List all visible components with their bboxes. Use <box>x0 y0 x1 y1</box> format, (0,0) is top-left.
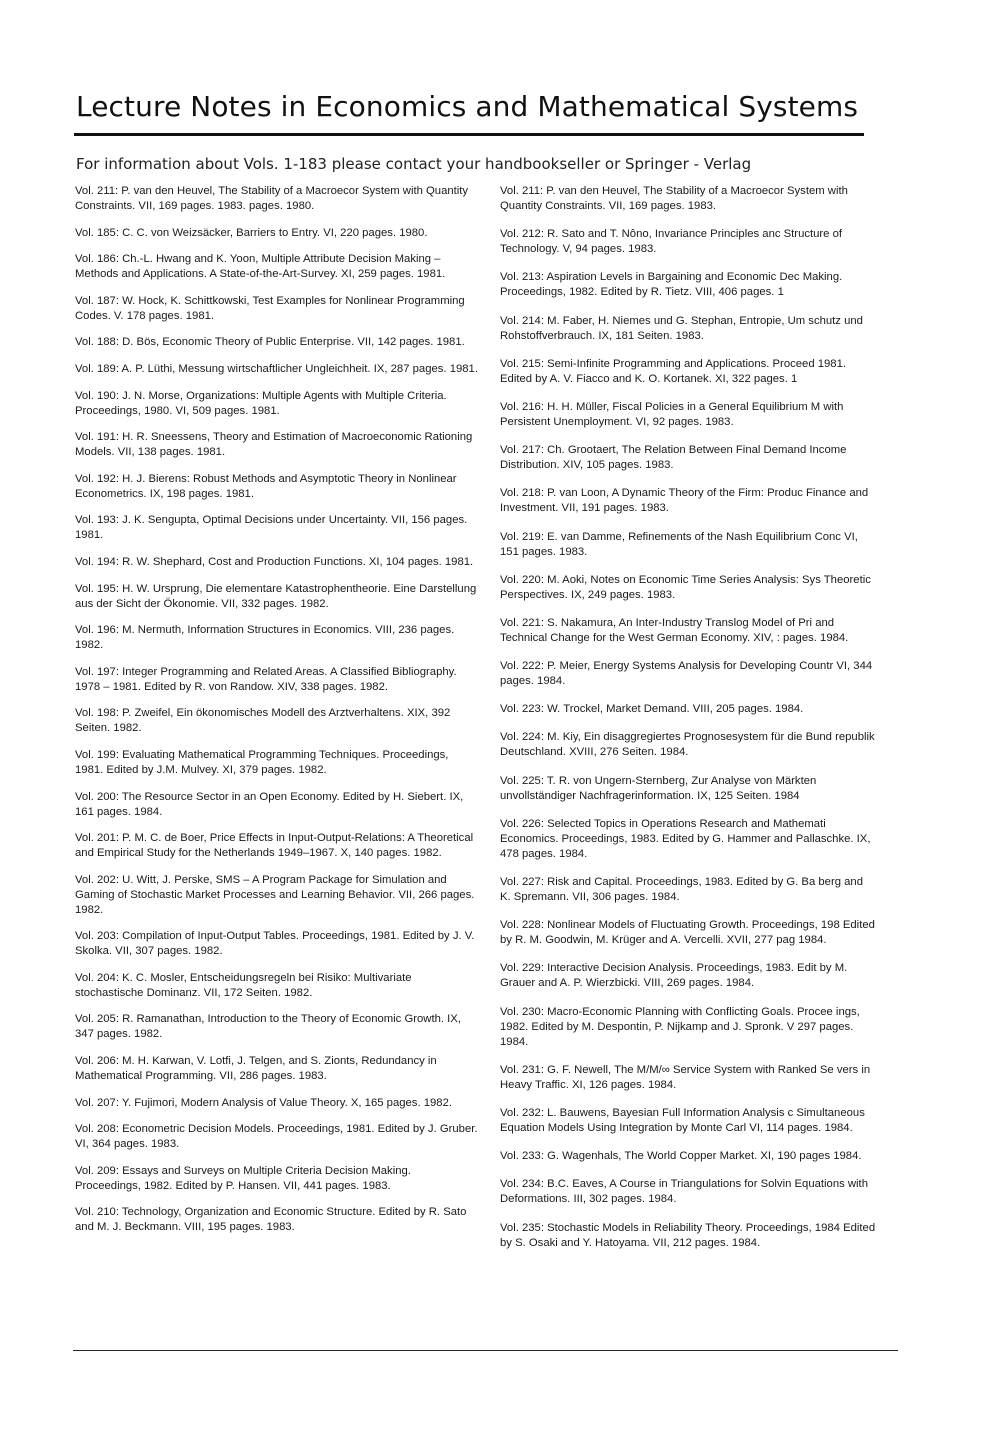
list-item: Vol. 207: Y. Fujimori, Modern Analysis of Value Theory. X, 165 pages. 1982. <box>75 1096 452 1109</box>
list-item: Vol. 230: Macro-Economic Planning with Conflicting Goals. Procee ings, 1982. Edited by M. Despontin, P. Nijkamp and J. Spronk. V 297 pages. 1984. <box>500 1005 860 1048</box>
list-item: Vol. 233: G. Wagenhals, The World Copper Market. XI, 190 pages 1984. <box>500 1150 862 1163</box>
page-subtitle: For information about Vols. 1-183 please contact your handbookseller or Springer - Verlag <box>76 155 752 173</box>
list-item: Vol. 221: S. Nakamura, An Inter-Industry Translog Model of Pri and Technical Change for the West German Economy. XIV, : pages. 1984. <box>500 616 849 644</box>
list-item: Vol. 204: K. C. Mosler, Entscheidungsregeln bei Risiko: Multivariate stochastische Dominanz. VII, 172 Seiten. 1982. <box>75 971 412 999</box>
list-item: Vol. 189: A. P. Lüthi, Messung wirtschaftlicher Ungleichheit. IX, 287 pages. 1981. <box>75 362 478 375</box>
list-item: Vol. 186: Ch.-L. Hwang and K. Yoon, Multiple Attribute Decision Making – Methods and Applications. A State-of-the-Art-Survey. XI, 259 pages. 1981. <box>75 253 446 281</box>
list-item: Vol. 209: Essays and Surveys on Multiple Criteria Decision Making. Proceedings, 1982. Edited by P. Hansen. VII, 441 pages. 1983. <box>75 1164 411 1192</box>
list-item: Vol. 205: R. Ramanathan, Introduction to the Theory of Economic Growth. IX, 347 pages. 1982. <box>75 1013 461 1041</box>
list-item: Vol. 211: P. van den Heuvel, The Stability of a Macroecor System with Quantity Constraints. VII, 169 pages. 1983. pages. 1980. <box>75 185 469 212</box>
list-item: Vol. 188: D. Bös, Economic Theory of Public Enterprise. VII, 142 pages. 1981. <box>75 336 465 349</box>
list-item: Vol. 208: Econometric Decision Models. Proceedings, 1981. Edited by J. Gruber. VI, 364 pages. 1983. <box>75 1123 478 1151</box>
list-item: Vol. 192: H. J. Bierens: Robust Methods and Asymptotic Theory in Nonlinear Econometrics. IX, 198 pages. 1981. <box>75 472 457 500</box>
title-rule <box>74 133 864 136</box>
list-item: Vol. 224: M. Kiy, Ein disaggregiertes Prognosesystem für die Bund republik Deutschland. XVIII, 276 Seiten. 1984. <box>500 731 875 759</box>
list-item: Vol. 234: B.C. Eaves, A Course in Triangulations for Solvin Equations with Deformations. III, 302 pages. 1984. <box>500 1178 868 1206</box>
list-item: Vol. 211: P. van den Heuvel, The Stability of a Macroecor System with Quantity Constraints. VII, 169 pages. 1983. <box>500 185 848 212</box>
list-item: Vol. 206: M. H. Karwan, V. Lotfi, J. Telgen, and S. Zionts, Redundancy in Mathematical Programming. VII, 286 pages. 1983. <box>75 1055 437 1083</box>
right-column <box>500 184 876 1334</box>
list-item: Vol. 191: H. R. Sneessens, Theory and Estimation of Macroeconomic Rationing Models. VII, 138 pages. 1981. <box>75 431 473 459</box>
list-item: Vol. 210: Technology, Organization and Economic Structure. Edited by R. Sato and M. J. Beckmann. VIII, 195 pages. 1983. <box>75 1206 467 1234</box>
footer-rule <box>73 1350 898 1351</box>
list-item: Vol. 223: W. Trockel, Market Demand. VIII, 205 pages. 1984. <box>500 703 804 716</box>
list-item: Vol. 231: G. F. Newell, The M/M/∞ Service System with Ranked Se vers in Heavy Traffic. XI, 126 pages. 1984. <box>500 1063 871 1091</box>
list-item: Vol. 216: H. H. Müller, Fiscal Policies in a General Equilibrium M with Persistent Unemployment. VI, 92 pages. 1983. <box>500 400 844 428</box>
list-item: Vol. 215: Semi-Infinite Programming and Applications. Proceed 1981. Edited by A. V. Fiacco and K. O. Kortanek. XI, 322 pages. 1 <box>500 357 847 385</box>
list-item: Vol. 226: Selected Topics in Operations Research and Mathemati Economics. Proceedings, 1983. Edited by G. Hammer and Pallaschke. IX, 478 pages. 1984. <box>500 817 871 860</box>
list-item: Vol. 227: Risk and Capital. Proceedings, 1983. Edited by G. Ba berg and K. Spremann. VII, 306 pages. 1984. <box>500 876 863 903</box>
list-item: Vol. 213: Aspiration Levels in Bargaining and Economic Dec Making. Proceedings, 1982. Edited by R. Tietz. VIII, 406 pages. 1 <box>500 271 843 299</box>
list-item: Vol. 200: The Resource Sector in an Open Economy. Edited by H. Siebert. IX, 161 pages. 1984. <box>75 790 464 818</box>
list-item: Vol. 217: Ch. Grootaert, The Relation Between Final Demand Income Distribution. XIV, 105 pages. 1983. <box>500 444 847 472</box>
list-item: Vol. 235: Stochastic Models in Reliability Theory. Proceedings, 1984 Edited by S. Osaki and Y. Hatoyama. VII, 212 pages. 1984. <box>500 1221 876 1249</box>
list-item: Vol. 197: Integer Programming and Related Areas. A Classified Bibliography. 1978 – 1981. Edited by R. von Randow. XIV, 338 pages. 1982. <box>75 665 457 693</box>
list-item: Vol. 220: M. Aoki, Notes on Economic Time Series Analysis: Sys Theoretic Perspectives. IX, 249 pages. 1983. <box>500 573 871 601</box>
left-column <box>75 184 479 1334</box>
list-item: Vol. 229: Interactive Decision Analysis. Proceedings, 1983. Edit by M. Grauer and A. P. Wierzbicki. VIII, 269 pages. 1984. <box>500 962 848 990</box>
list-item: Vol. 187: W. Hock, K. Schittkowski, Test Examples for Nonlinear Programming Codes. V. 178 pages. 1981. <box>75 294 465 322</box>
list-item: Vol. 225: T. R. von Ungern-Sternberg, Zur Analyse von Märkten unvollständiger Nachfragerinformation. IX, 125 Seiten. 1984 <box>500 774 817 802</box>
list-item: Vol. 203: Compilation of Input-Output Tables. Proceedings, 1981. Edited by J. V. Skolka. VII, 307 pages. 1982. <box>75 930 475 958</box>
list-item: Vol. 202: U. Witt, J. Perske, SMS – A Program Package for Simulation and Gaming of Stochastic Market Processes and Learning Behavior. VII, 266 pages. 1982. <box>75 873 475 916</box>
list-item: Vol. 222: P. Meier, Energy Systems Analysis for Developing Countr VI, 344 pages. 1984. <box>500 660 873 688</box>
list-item: Vol. 219: E. van Damme, Refinements of the Nash Equilibrium Conc VI, 151 pages. 1983. <box>500 530 858 558</box>
list-item: Vol. 228: Nonlinear Models of Fluctuating Growth. Proceedings, 198 Edited by R. M. Goodwin, M. Krüger and A. Vercelli. XVII, 277 pag 1984. <box>500 919 875 947</box>
list-item: Vol. 185: C. C. von Weizsäcker, Barriers to Entry. VI, 220 pages. 1980. <box>75 226 428 239</box>
list-item: Vol. 199: Evaluating Mathematical Programming Techniques. Proceedings, 1981. Edited by J.M. Mulvey. XI, 379 pages. 1982. <box>75 748 449 776</box>
list-item: Vol. 198: P. Zweifel, Ein ökonomisches Modell des Arztverhaltens. XIX, 392 Seiten. 1982. <box>75 707 451 735</box>
list-item: Vol. 218: P. van Loon, A Dynamic Theory of the Firm: Produc Finance and Investment. VII, 191 pages. 1983. <box>500 487 869 515</box>
list-item: Vol. 232: L. Bauwens, Bayesian Full Information Analysis c Simultaneous Equation Models Using Integration by Monte Carl VI, 114 pages. 1984. <box>500 1106 865 1134</box>
list-item: Vol. 194: R. W. Shephard, Cost and Production Functions. XI, 104 pages. 1981. <box>75 555 474 568</box>
list-item: Vol. 212: R. Sato and T. Nôno, Invariance Principles anc Structure of Technology. V, 94 pages. 1983. <box>500 228 843 256</box>
list-item: Vol. 195: H. W. Ursprung, Die elementare Katastrophentheorie. Eine Darstellung aus der Sicht der Ökonomie. VII, 332 pages. 1982. <box>75 582 477 610</box>
list-item: Vol. 201: P. M. C. de Boer, Price Effects in Input-Output-Relations: A Theoretical and Empirical Study for the Netherlands 1949–1967. X, 140 pages. 1982. <box>75 832 474 860</box>
page-title: Lecture Notes in Economics and Mathematical Systems <box>76 90 859 123</box>
list-item: Vol. 190: J. N. Morse, Organizations: Multiple Agents with Multiple Criteria. Proceedings, 1980. VI, 509 pages. 1981. <box>75 389 447 417</box>
list-item: Vol. 196: M. Nermuth, Information Structures in Economics. VIII, 236 pages. 1982. <box>75 624 455 652</box>
list-item: Vol. 214: M. Faber, H. Niemes und G. Stephan, Entropie, Um schutz und Rohstoffverbrauch. IX, 181 Seiten. 1983. <box>500 314 863 342</box>
list-item: Vol. 193: J. K. Sengupta, Optimal Decisions under Uncertainty. VII, 156 pages. 1981. <box>75 514 468 542</box>
